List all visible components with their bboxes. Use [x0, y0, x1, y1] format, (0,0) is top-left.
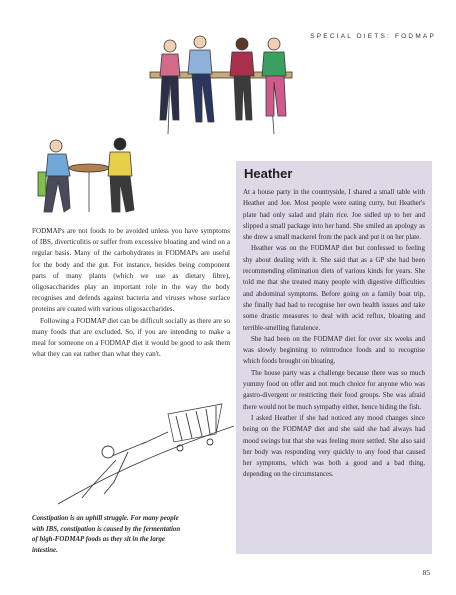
running-head: SPECIAL DIETS: FODMAP	[310, 33, 436, 40]
body-text	[32, 226, 230, 360]
sidebar-paragraph: At a house party in the countryside, I shared a small table with Heather and Joe. Most people were eating curry, but Heather's plate had only salad and plain rice. Joe sidled up to her and slipped a small package into her hand. She smiled an apology as she drew a small mackerel from the pack and put it on her plate.	[243, 188, 425, 242]
sidebar-title: Heather	[244, 166, 293, 181]
trolley-uphill-illustration	[56, 386, 236, 506]
case-study-sidebar	[236, 161, 432, 554]
sidebar-paragraph: Heather was on the FODMAP diet but confessed to feeling shy about dealing with it. She said that as a GP she had been recommending elimination diets of various kinds for years. She told me that she treated many people with digestive difficulties and abdominal symptoms. Before going on a family boat trip, she finally had had to recognise her own health issues and take some drastic measures to deal with acid reflux, bloating and terrible-smelling flatulence.	[243, 244, 425, 332]
figure-caption: Constipation is an uphill struggle. For many people with IBS, constipation is caused by the fermentation of high-FODMAP foods as they sit in the large intestine.	[32, 515, 181, 554]
sidebar-paragraph: She had been on the FODMAP diet for over six weeks and was slowly beginning to reintroduce foods and to recognise which foods brought on bloating.	[243, 334, 425, 366]
sidebar-paragraph: I asked Heather if she had noticed any mood changes since being on the FODMAP diet and she said she had always had mood swings but that she was feeling more settled. She also said her body was responding very quickly to any food that caused her symptoms, which was both a good and a bad thing, depending on the circumstances.	[243, 413, 425, 479]
sidebar-paragraph: The house party was a challenge because there was so much yummy food on offer and not much choice for anyone who was gastro-divergent or restricting their food groups. She was afraid there would not be much sympathy either, hence hiding the fish.	[243, 368, 425, 411]
bar-counter-illustration	[140, 30, 300, 138]
body-paragraph: Following a FODMAP diet can be difficult socially as there are so many foods that are excluded. So, if you are intending to make a meal for someone on a FODMAP diet it would be good to ask them what they can eat rather than what they can't.	[32, 316, 230, 359]
body-paragraph: FODMAPs are not foods to be avoided unless you have symptoms of IBS, diverticulitis or suffer from excessive bloating and wind on a regular basis. Many of the carbohydrates in FODMAPs are useful for the body and the gut. For instance, besides being component parts of many plants (which we use as dietary fibre), oligosaccharides play an important role in the way the body recognises and defends against bacteria and viruses whose surface proteins are coated with various oligosaccharides.	[32, 227, 230, 314]
page-number: 85	[422, 568, 430, 577]
sidebar-text	[243, 187, 425, 481]
cafe-table-illustration	[34, 132, 144, 218]
